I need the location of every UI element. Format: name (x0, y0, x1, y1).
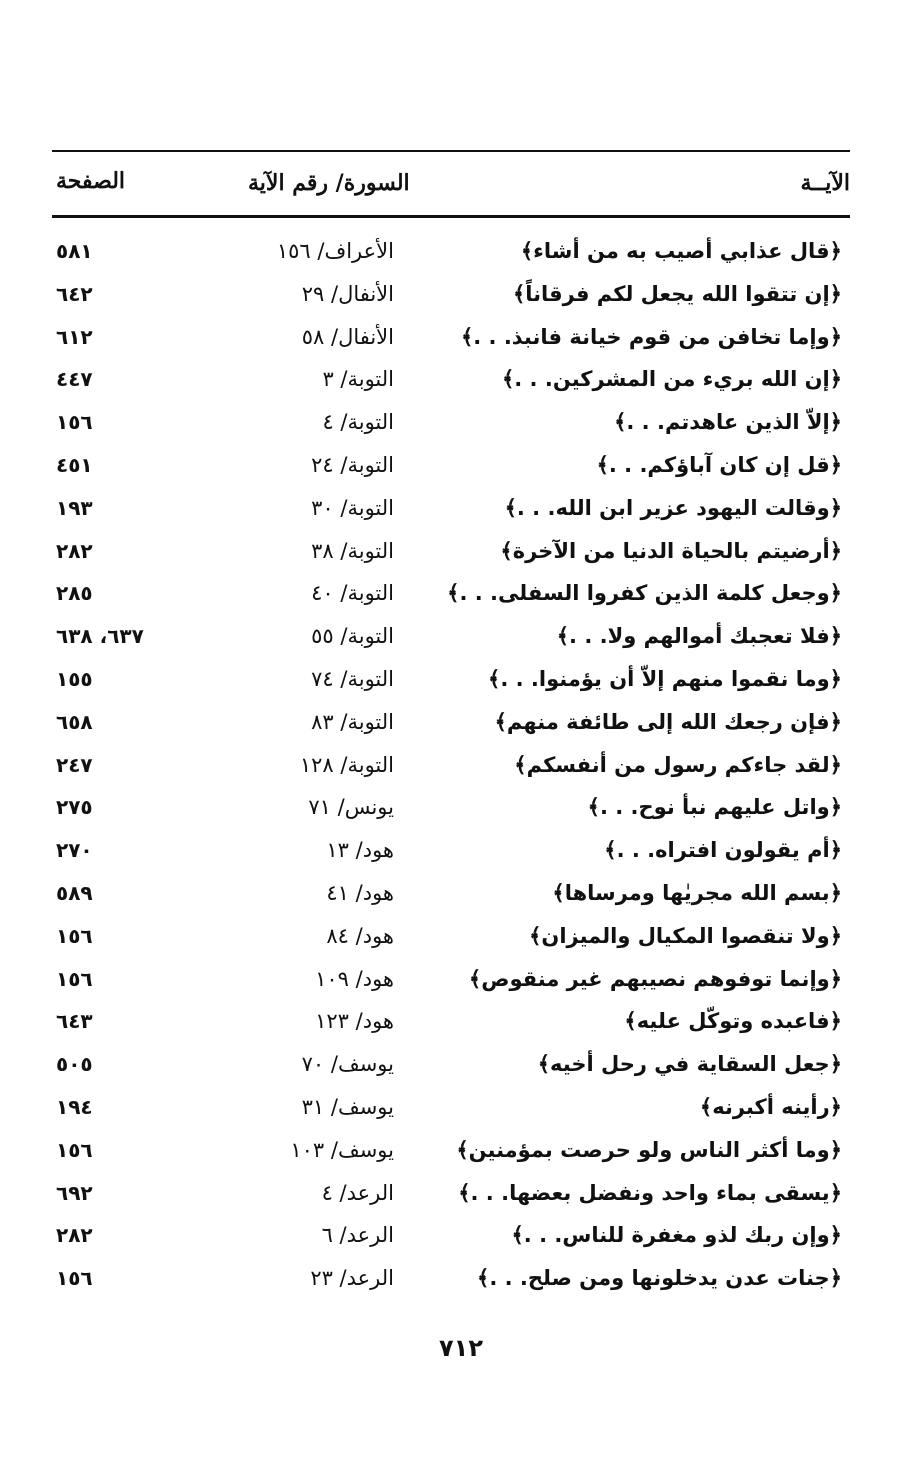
surah-ref: هود/ ٤١ (326, 880, 394, 905)
surah-ref: هود/ ١٣ (326, 838, 394, 863)
table-row (0, 275, 922, 318)
surah-ref: التوبة/ ٧٤ (311, 666, 394, 691)
ayah-text: ﴿أم يقولون افتراه. . .﴾ (604, 838, 842, 863)
page-ref: ٢٨٢ (56, 1223, 93, 1248)
table-row (0, 574, 922, 617)
page-number: ٧١٢ (439, 1334, 483, 1362)
ayah-text: ﴿رأينه أكبرنه﴾ (699, 1094, 842, 1119)
ayah-text: ﴿أرضيتم بالحياة الدنيا من الآخرة﴾ (500, 538, 842, 563)
ayah-text: ﴿لقد جاءكم رسول من أنفسكم﴾ (514, 752, 842, 777)
surah-ref: يونس/ ٧١ (308, 795, 394, 820)
table-row (0, 617, 922, 660)
ayah-text: ﴿وما أكثر الناس ولو حرصت بمؤمنين﴾ (456, 1137, 842, 1162)
surah-ref: الأنفال/ ٢٩ (301, 281, 394, 306)
table-row (0, 446, 922, 489)
ayah-text: ﴿فلا تعجبك أموالهم ولا. . .﴾ (556, 624, 842, 649)
ayah-text: ﴿ولا تنقصوا المكيال والميزان﴾ (529, 923, 842, 948)
ayah-text: ﴿وإن ربك لذو مغفرة للناس. . .﴾ (511, 1223, 842, 1248)
ayah-text: ﴿وجعل كلمة الذين كفروا السفلى. . .﴾ (447, 581, 842, 606)
page-ref: ٦٤٣ (56, 1009, 93, 1034)
ayah-text: ﴿يسقى بماء واحد ونفضل بعضها. . .﴾ (458, 1180, 842, 1205)
ayah-text: ﴿إلاّ الذين عاهدتم. . .﴾ (614, 410, 842, 435)
ayah-text: ﴿فإن رجعك الله إلى طائفة منهم﴾ (494, 709, 842, 734)
surah-ref: التوبة/ ٣٠ (311, 495, 394, 520)
ayah-text: ﴿وإنما توفوهم نصيبهم غير منقوص﴾ (468, 966, 842, 991)
table-row (0, 831, 922, 874)
ayah-text: ﴿جعل السقاية في رحل أخيه﴾ (537, 1052, 842, 1077)
page-ref: ١٥٦ (56, 1266, 93, 1291)
surah-ref: الرعد/ ٤ (321, 1180, 394, 1205)
table-row (0, 874, 922, 917)
ayah-text: ﴿وقالت اليهود عزير ابن الله. . .﴾ (504, 495, 842, 520)
page-ref: ١٥٦ (56, 1137, 93, 1162)
surah-ref: الرعد/ ٢٣ (310, 1266, 394, 1291)
ayah-text: ﴿قل إن كان آباؤكم. . .﴾ (596, 452, 842, 477)
page-ref: ١٥٦ (56, 966, 93, 991)
header-ayah-label: الآيــة (800, 170, 850, 196)
surah-ref: يوسف/ ٣١ (301, 1094, 394, 1119)
surah-ref: الأنفال/ ٥٨ (301, 324, 394, 349)
page-ref: ١٥٥ (56, 666, 93, 691)
header-surah-label: السورة/ رقم الآية (248, 170, 410, 196)
table-row (0, 360, 922, 403)
page-ref: ٤٥١ (56, 452, 93, 477)
table-row (0, 489, 922, 532)
ayah-text: ﴿بسم الله مجريٰها ومرساها﴾ (552, 880, 842, 905)
table-row (0, 1259, 922, 1302)
table-row (0, 746, 922, 789)
page-ref: ٢٤٧ (56, 752, 93, 777)
ayah-text: ﴿واتل عليهم نبأ نوح. . .﴾ (587, 795, 842, 820)
page-ref: ٢٨٥ (56, 581, 93, 606)
table-row (0, 788, 922, 831)
surah-ref: التوبة/ ٨٣ (311, 709, 394, 734)
ayah-text: ﴿إن الله بريء من المشركين. . .﴾ (501, 367, 842, 392)
table-row (0, 1002, 922, 1045)
surah-ref: يوسف/ ٧٠ (301, 1052, 394, 1077)
header-bottom-rule (52, 215, 850, 218)
surah-ref: التوبة/ ١٢٨ (299, 752, 394, 777)
ayah-text: ﴿وإما تخافن من قوم خيانة فانبذ. . .﴾ (460, 324, 842, 349)
page-ref: ٥٨٩ (56, 880, 93, 905)
index-table (0, 232, 922, 1302)
page-ref: ٦٣٧، ٦٣٨ (56, 624, 144, 649)
table-row (0, 1045, 922, 1088)
surah-ref: التوبة/ ٥٥ (311, 624, 394, 649)
page-ref: ٦٩٢ (56, 1180, 93, 1205)
table-row (0, 660, 922, 703)
table-row (0, 917, 922, 960)
page-ref: ٢٧٠ (56, 838, 93, 863)
table-row (0, 403, 922, 446)
ayah-text: ﴿وما نقموا منهم إلاّ أن يؤمنوا. . .﴾ (488, 666, 842, 691)
table-row (0, 703, 922, 746)
surah-ref: التوبة/ ٤٠ (311, 581, 394, 606)
table-row (0, 1131, 922, 1174)
page-ref: ٥٨١ (56, 239, 93, 263)
page-ref: ١٩٤ (56, 1094, 93, 1119)
page-ref: ٦١٢ (56, 324, 93, 349)
page-ref: ١٥٦ (56, 410, 93, 435)
table-row (0, 532, 922, 575)
page-ref: ١٩٣ (56, 495, 93, 520)
table-row (0, 1088, 922, 1131)
header-page-label: الصفحة (56, 168, 126, 194)
surah-ref: التوبة/ ٢٤ (311, 452, 394, 477)
ayah-text: ﴿إن تتقوا الله يجعل لكم فرقاناً﴾ (512, 281, 842, 306)
header-top-rule (52, 150, 850, 152)
surah-ref: الرعد/ ٦ (321, 1223, 394, 1248)
table-row (0, 1174, 922, 1217)
surah-ref: التوبة/ ٤ (322, 410, 394, 435)
page-ref: ٤٤٧ (56, 367, 93, 392)
ayah-text: ﴿قال عذابي أصيب به من أشاء﴾ (520, 239, 842, 263)
table-row (0, 960, 922, 1003)
surah-ref: هود/ ٨٤ (326, 923, 394, 948)
table-row (0, 318, 922, 361)
ayah-text: ﴿جنات عدن يدخلونها ومن صلح. . .﴾ (477, 1266, 842, 1291)
surah-ref: التوبة/ ٣٨ (311, 538, 394, 563)
surah-ref: التوبة/ ٣ (322, 367, 394, 392)
table-row (0, 232, 922, 275)
table-row (0, 1216, 922, 1259)
ayah-text: ﴿فاعبده وتوكّل عليه﴾ (624, 1009, 842, 1034)
surah-ref: يوسف/ ١٠٣ (290, 1137, 394, 1162)
surah-ref: هود/ ١٢٣ (315, 1009, 394, 1034)
page-ref: ٢٨٢ (56, 538, 93, 563)
surah-ref: الأعراف/ ١٥٦ (276, 239, 394, 263)
surah-ref: هود/ ١٠٩ (315, 966, 394, 991)
page-ref: ٥٠٥ (56, 1052, 93, 1077)
page-ref: ٦٤٢ (56, 281, 93, 306)
page-ref: ٢٧٥ (56, 795, 93, 820)
page-ref: ٦٥٨ (56, 709, 93, 734)
page-ref: ١٥٦ (56, 923, 93, 948)
